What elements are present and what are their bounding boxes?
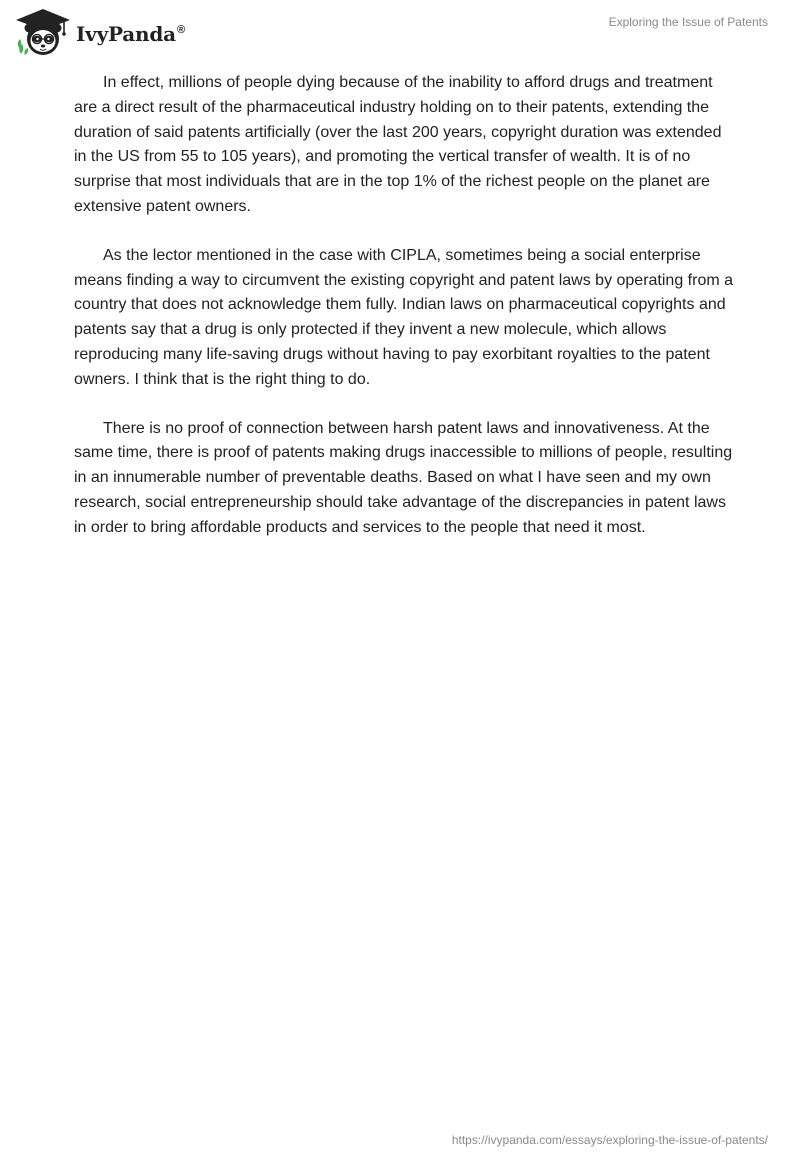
panda-graduate-icon bbox=[14, 8, 72, 58]
page-header bbox=[0, 0, 800, 64]
paragraph-3: There is no proof of connection between harsh patent laws and innovativeness. At the same time, there is proof of patents making drugs inaccessible to millions of people, resulting in an innumerable number of preventable deaths. Based on what I have seen and my own research, social entrepreneurship should take advantage of the discrepancies in patent laws in order to bring affordable products and services to the people that need it most. bbox=[74, 419, 733, 536]
source-url-link[interactable]: https://ivypanda.com/essays/exploring-the-issue-of-patents/ bbox=[451, 1133, 768, 1147]
registered-mark: ® bbox=[176, 24, 185, 37]
paragraph-1: In effect, millions of people dying because of the inability to afford drugs and treatment are a direct result of the pharmaceutical industry holding on to their patents, extending the duration of said patents artificially (over the last 200 years, copyright duration was extended in the US from 55 to 105 years), and promoting the vertical transfer of wealth. It is of no surprise that most individuals that are in the top 1% of the richest people on the planet are extensive patent owners. bbox=[74, 74, 722, 215]
brand-name: IvyPanda® bbox=[76, 22, 185, 46]
paragraph-2: As the lector mentioned in the case with CIPLA, sometimes being a social enterprise means finding a way to circumvent the existing copyright and patent laws by operating from a country that does not acknowledge them fully. Indian laws on pharmaceutical copyrights and patents say that a drug is only protected if they invent a new molecule, which allows reproducing many life-saving drugs without having to pay exorbitant royalties to the patent owners. I think that is the right thing to do. bbox=[74, 246, 734, 388]
document-title: Exploring the Issue of Patents bbox=[608, 15, 768, 29]
ivypanda-logo[interactable] bbox=[14, 8, 185, 58]
essay-body bbox=[74, 71, 734, 565]
